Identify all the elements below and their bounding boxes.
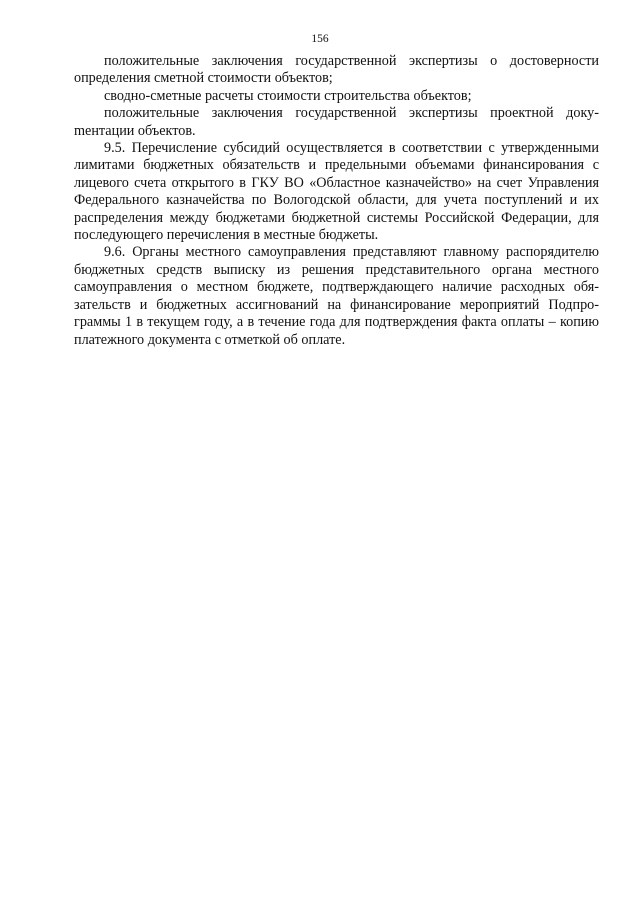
paragraph-expertise-project-docs: положительные заключения государственной экспертизы проектной докуmентации объектов. <box>74 105 599 139</box>
paragraph-expertise-cost-conclusions: положительные заключения государственной экспертизы о достоверности определения сметной стоимости объектов; <box>74 53 599 87</box>
paragraph-9-5-subsidy-transfer: 9.5. Перечисление субсидий осуществляется в соответствии с утвержденными лимитами бюджетных обязательств и предельными объемами финансирования с лицевого счета открытого в ГКУ ВО «Областное казначейство» на счет Управления Федерального казначейства по Вологодской области, для учета поступлений и их распределения между бюджетами бюджетной системы Российской Федерации, для последующего перечисления в местные бюджеты. <box>74 140 599 244</box>
page-number: 156 <box>311 33 329 45</box>
paragraph-9-6-local-government: 9.6. Органы местного самоуправления представляют главному распорядителю бюджетных средств выписку из решения представительного органа местного самоуправления о местном бюджете, подтверждающего наличие расходных обязательств и бюджетных ассигнований на финансирование мероприятий Подпрограммы 1 в текущем году, а в течение года для подтверждения факта оплаты – копию платежного документа с отметкой об оплате. <box>74 244 599 348</box>
paragraph-summary-estimates: сводно-сметные расчеты стоимости строительства объектов; <box>104 87 472 104</box>
document-body <box>74 53 599 349</box>
